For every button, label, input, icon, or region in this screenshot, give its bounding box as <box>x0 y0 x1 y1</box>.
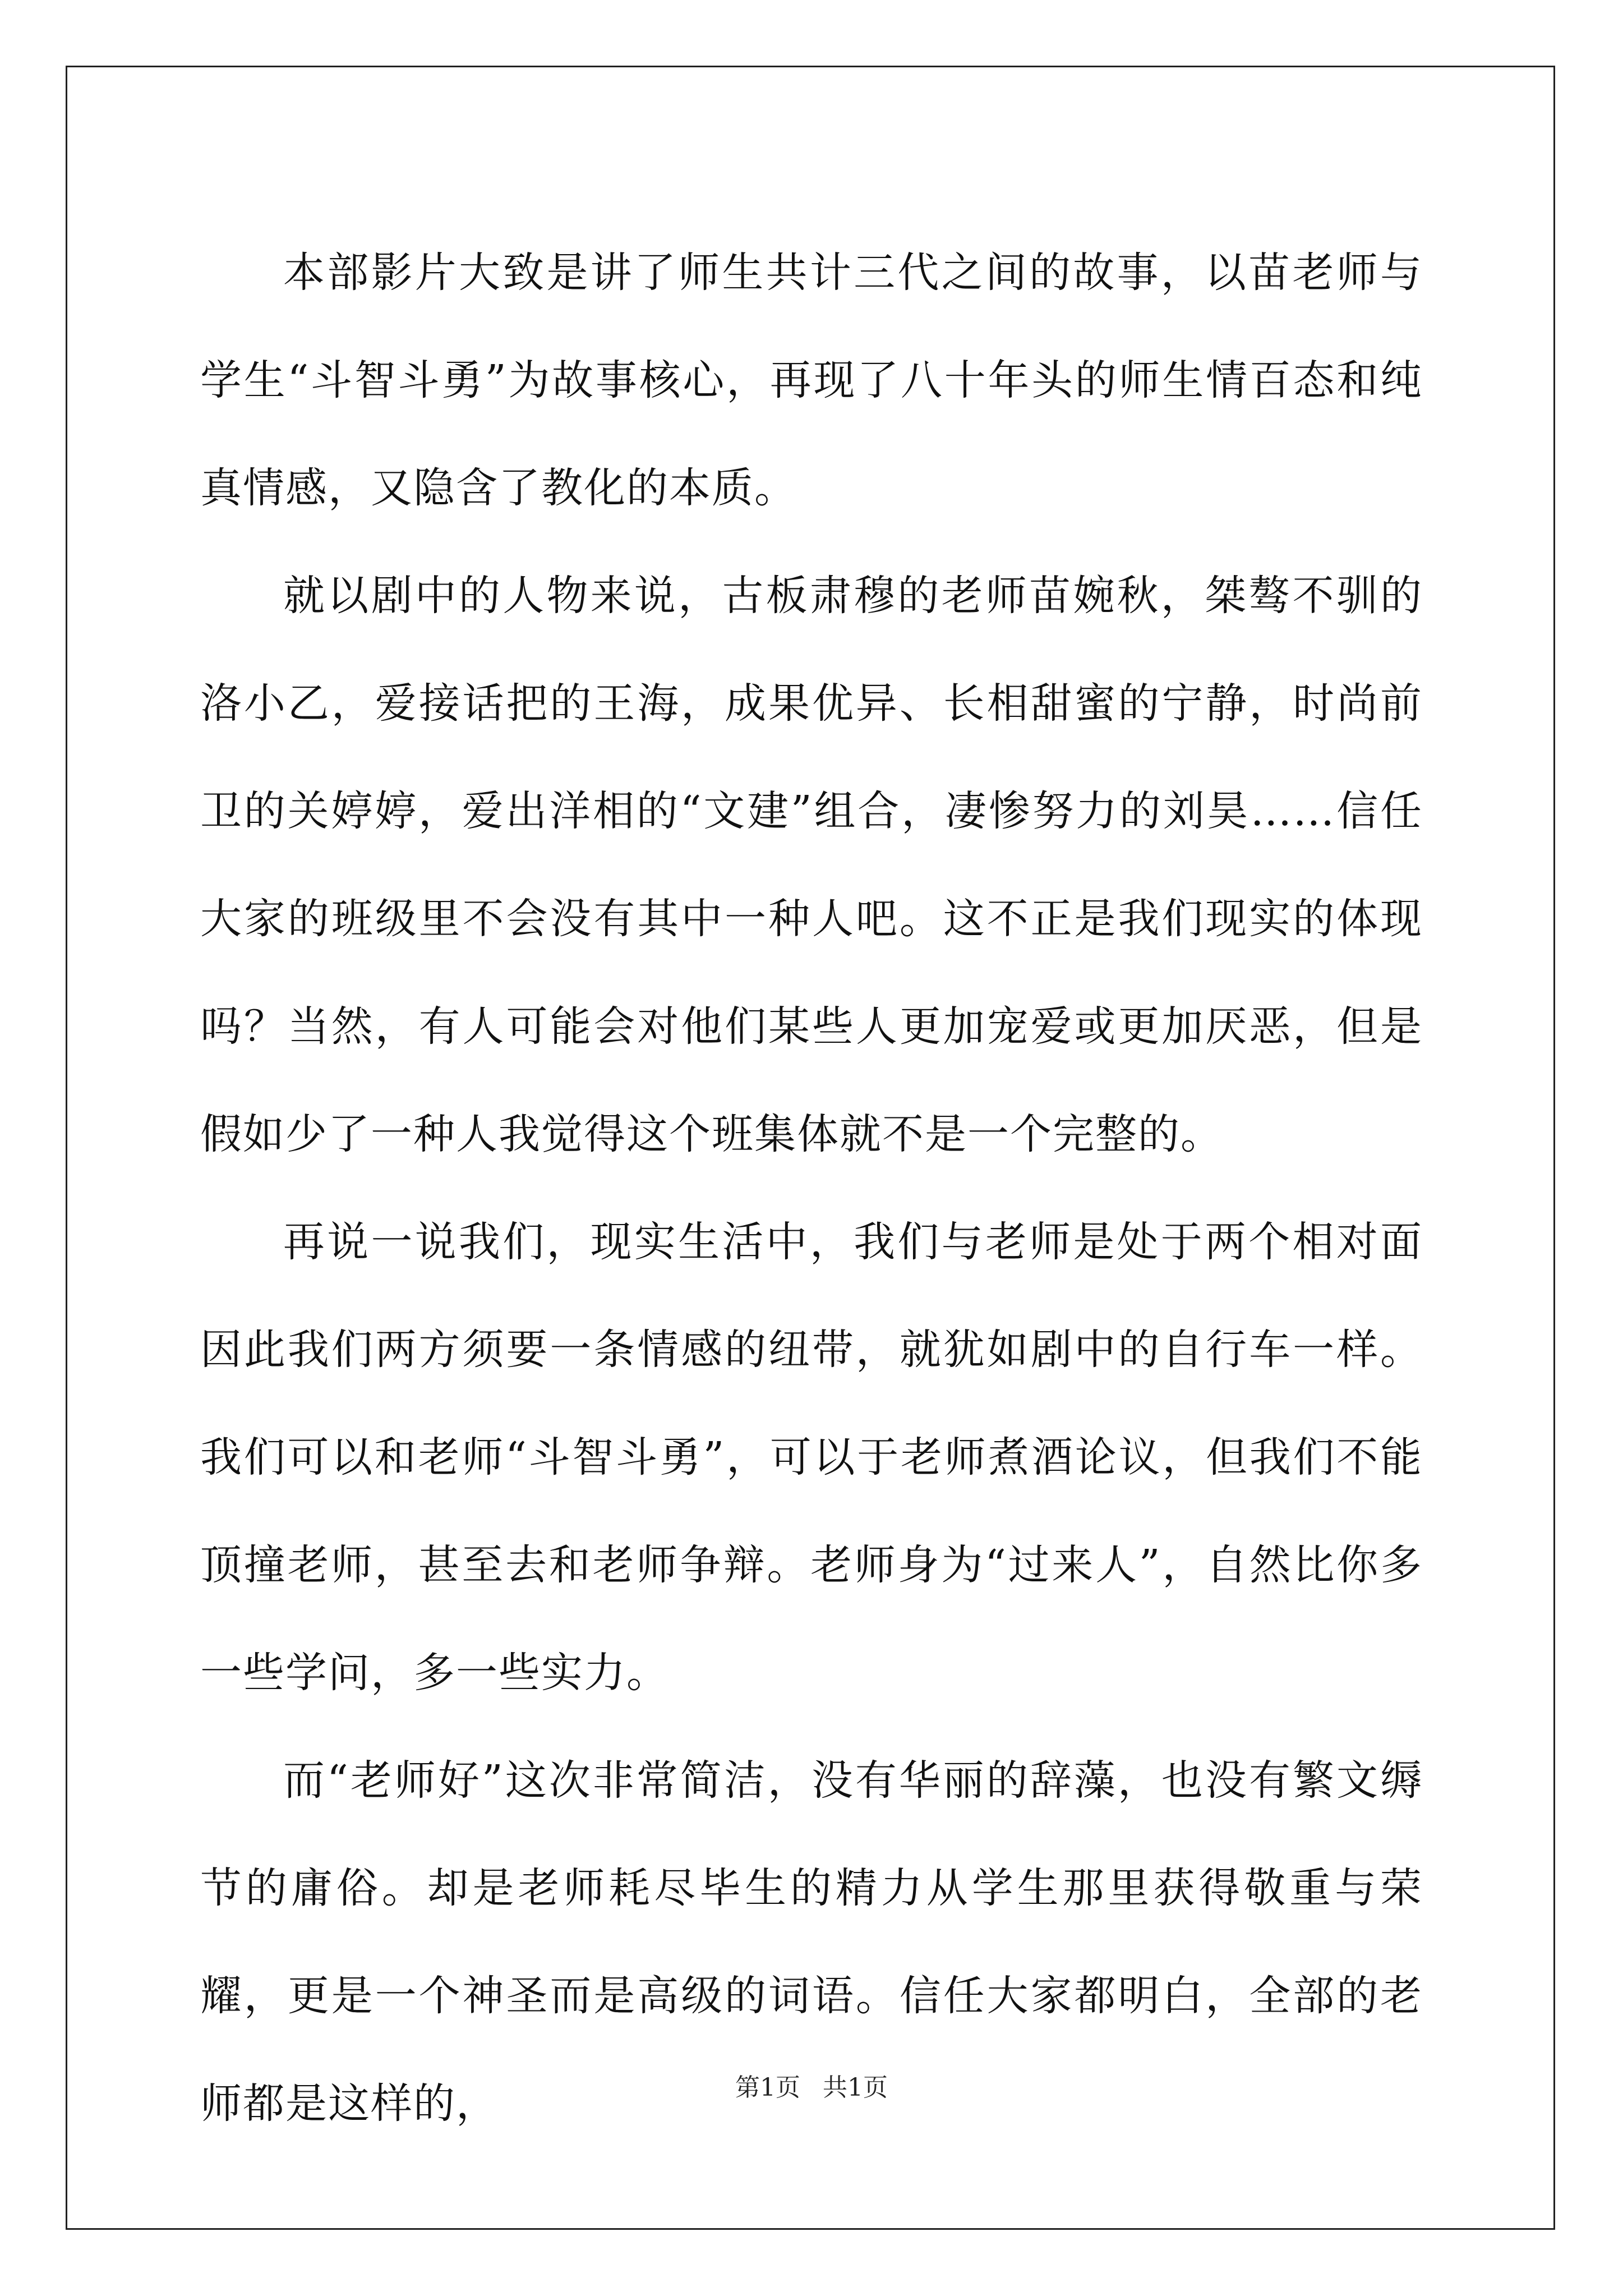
paragraph-1: 本部影片大致是讲了师生共计三代之间的故事，以苗老师与学生“斗智斗勇”为故事核心，再现了八十年头的师生情百态和纯真情感，又隐含了教化的本质。 <box>200 249 1423 512</box>
page-total: 共1页 <box>823 2073 888 2102</box>
paragraph-4: 而“老师好”这次非常简洁，没有华丽的辞藻，也没有繁文缛节的庸俗。却是老师耗尽毕生的精力从学生那里获得敬重与荣耀，更是一个神圣而是高级的词语。信任大家都明白，全部的老师都是这样的， <box>200 1756 1423 2128</box>
paragraph-2: 就以剧中的人物来说，古板肃穆的老师苗婉秋，桀骜不驯的洛小乙，爱接话把的王海，成果优异、长相甜蜜的宁静，时尚前卫的关婷婷，爱出洋相的“文建”组合，凄惨努力的刘昊……信任大家的班级里不会没有其中一种人吧。这不正是我们现实的体现吗？当然，有人可能会对他们某些人更加宠爱或更加厌恶，但是假如少了一种人我觉得这个班集体就不是一个完整的。 <box>200 572 1423 1158</box>
document-body <box>200 219 1423 2157</box>
page-number: 第1页 <box>735 2073 800 2102</box>
paragraph-3: 再说一说我们，现实生活中，我们与老师是处于两个相对面因此我们两方须要一条情感的纽带，就犹如剧中的自行车一样。我们可以和老师“斗智斗勇”，可以于老师煮酒论议，但我们不能顶撞老师，甚至去和老师争辩。老师身为“过来人”，自然比你多一些学问，多一些实力。 <box>200 1218 1423 1697</box>
page-footer <box>0 2071 1623 2105</box>
